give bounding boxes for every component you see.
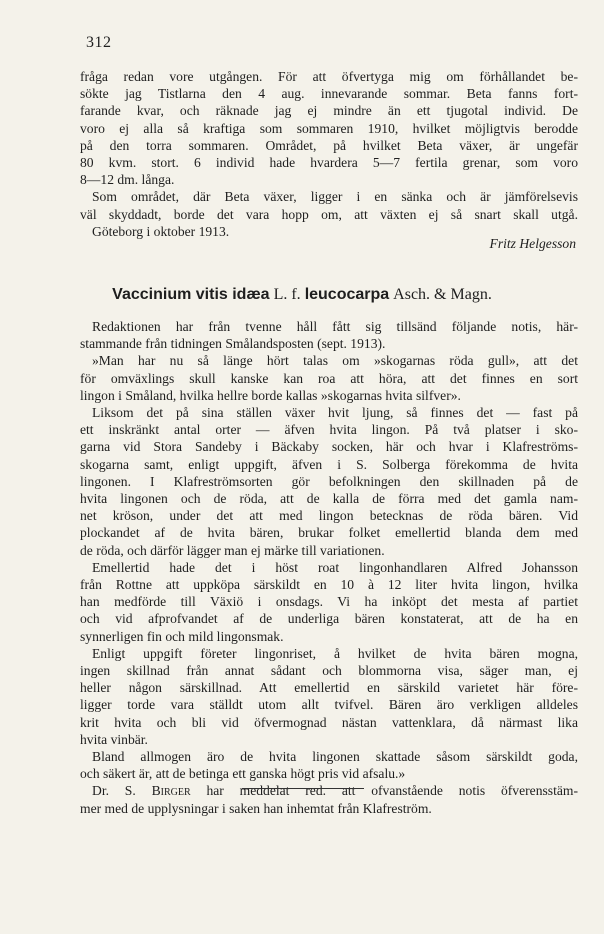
text-fragment: har meddelat red. att ofvanstående notis öfverensstäm-: [206, 783, 578, 799]
end-rule-divider: [242, 788, 364, 789]
text-line: heller någon särskillnad. Att emellertid en särskild varietet här före-: [80, 680, 578, 696]
article-body: [80, 318, 578, 817]
closing-paragraph-block: [80, 68, 578, 240]
text-line: [80, 782, 578, 799]
text-line: lingonen. I Klafreströmsorten gör befolkningen den skillnaden på de: [80, 473, 578, 489]
text-line: hvita lingonen och de röda, att de kalla de förra med det gamla nam-: [80, 491, 578, 507]
text-line: farande kvar, och räknade jag ej mindre än ett tjugotal individ. De: [80, 103, 578, 119]
text-line: voro ej alla så kraftiga som sommaren 1910, hvilket möjligtvis berodde: [80, 120, 578, 136]
text-line: ett inskränkt antal orter — äfven hvita lingon. På två platser i sko-: [80, 422, 578, 438]
article-heading: [0, 286, 604, 304]
text-line: mer med de upplysningar i saken han inhemtat från Klafreström.: [80, 800, 432, 816]
text-line: stammande från tidningen Smålandsposten (sept. 1913).: [80, 336, 386, 352]
heading-author-1: L. f.: [273, 286, 301, 303]
heading-variety: leucocarpa: [304, 286, 390, 303]
author-surname: Birger: [151, 783, 191, 799]
text-line: lingon i Småland, hvilka hellre borde kallas »skogarnas hvita silfver».: [80, 387, 461, 403]
text-line: 80 kvm. stort. 6 individ hade hvardera 5—7 fertila grenar, som voro: [80, 155, 578, 171]
text-line: net kröson, under det att med lingon betecknas de röda bären. Vid: [80, 508, 578, 524]
text-line: ingen skillnad från annat sådant och blommorna visa, säger man, ej: [80, 663, 578, 679]
text-line: från Rottne att uppköpa särskildt en 10 à 12 liter hvita lingon, hvilka: [80, 577, 578, 593]
text-line: och säkert är, att de betinga ett ganska högt pris vid afsalu.»: [80, 766, 406, 782]
author-signature: Fritz Helgesson: [489, 236, 576, 251]
text-line: skogarna samt, enligt uppgift, äfven i S. Solberga förekomma de hvita: [80, 456, 578, 472]
text-line: »Man har nu så länge hört talas om »skogarnas röda gull», att det: [92, 353, 578, 369]
heading-genus: Vaccinium vitis idæa: [112, 286, 270, 303]
text-line: Enligt uppgift företer lingonriset, å hvilket de hvita bären mogna,: [92, 645, 578, 661]
text-line: ligger torde vara ställdt utom allt tvifvel. Bären äro verkligen alldeles: [80, 697, 578, 713]
text-line: Liksom det på sina ställen växer hvit ljung, så finnes det — fast på: [92, 405, 578, 421]
text-line: väl skyddadt, borde det vara hopp om, att växten ej så snart skall utgå.: [80, 206, 578, 222]
text-line: Som området, där Beta växer, ligger i en sänka och är jämförelsevis: [92, 189, 578, 205]
text-line: och vid afprofvandet af de underliga bären konstaterat, att de ha en: [80, 611, 578, 627]
text-line: för omväxlings skull kanske kan roa att höra, att det finnes en sort: [80, 370, 578, 386]
text-line: garna vid Stora Sandeby i Bäckaby socken, här och hvar i Klafreströms-: [80, 439, 578, 455]
text-line: fråga redan vore utgången. För att öfvertyga mig om förhållandet be-: [80, 69, 578, 84]
text-line: Göteborg i oktober 1913.: [92, 223, 230, 239]
text-line: krit hvita och bli vid öfvermognad nästan vattenklara, då närmast lika: [80, 714, 578, 730]
text-line: sökte jag Tistlarna den 4 aug. innevarande sommar. Beta fanns fort-: [80, 86, 578, 102]
text-line: Bland allmogen äro de hvita lingonen skattade såsom särskildt goda,: [92, 749, 578, 765]
text-line: han medförde till Växiö i onsdags. Vi ha inköpt det mesta af partiet: [80, 594, 578, 610]
text-line: hvita vinbär.: [80, 731, 148, 747]
text-line: de röda, och därför lägger man ej märke till variationen.: [80, 542, 385, 558]
text-line: Redaktionen har från tvenne håll fått sig tillsänd följande notis, här-: [92, 319, 578, 334]
page-number: 312: [86, 34, 112, 51]
text-line: på den torra sommaren. Området, på hvilket Beta växer, är ungefär: [80, 137, 578, 153]
text-line: Emellertid hade det i höst roat lingonhandlaren Alfred Johansson: [92, 559, 578, 575]
text-line: 8—12 dm. långa.: [80, 172, 175, 188]
text-line: synnerligen fin och mild lingonsmak.: [80, 628, 284, 644]
author-initial: Dr. S.: [92, 783, 136, 799]
text-line: plockandet af de hvita bären, brukar folket emellertid blanda dem med: [80, 525, 578, 541]
heading-author-2: Asch. & Magn.: [393, 286, 492, 303]
